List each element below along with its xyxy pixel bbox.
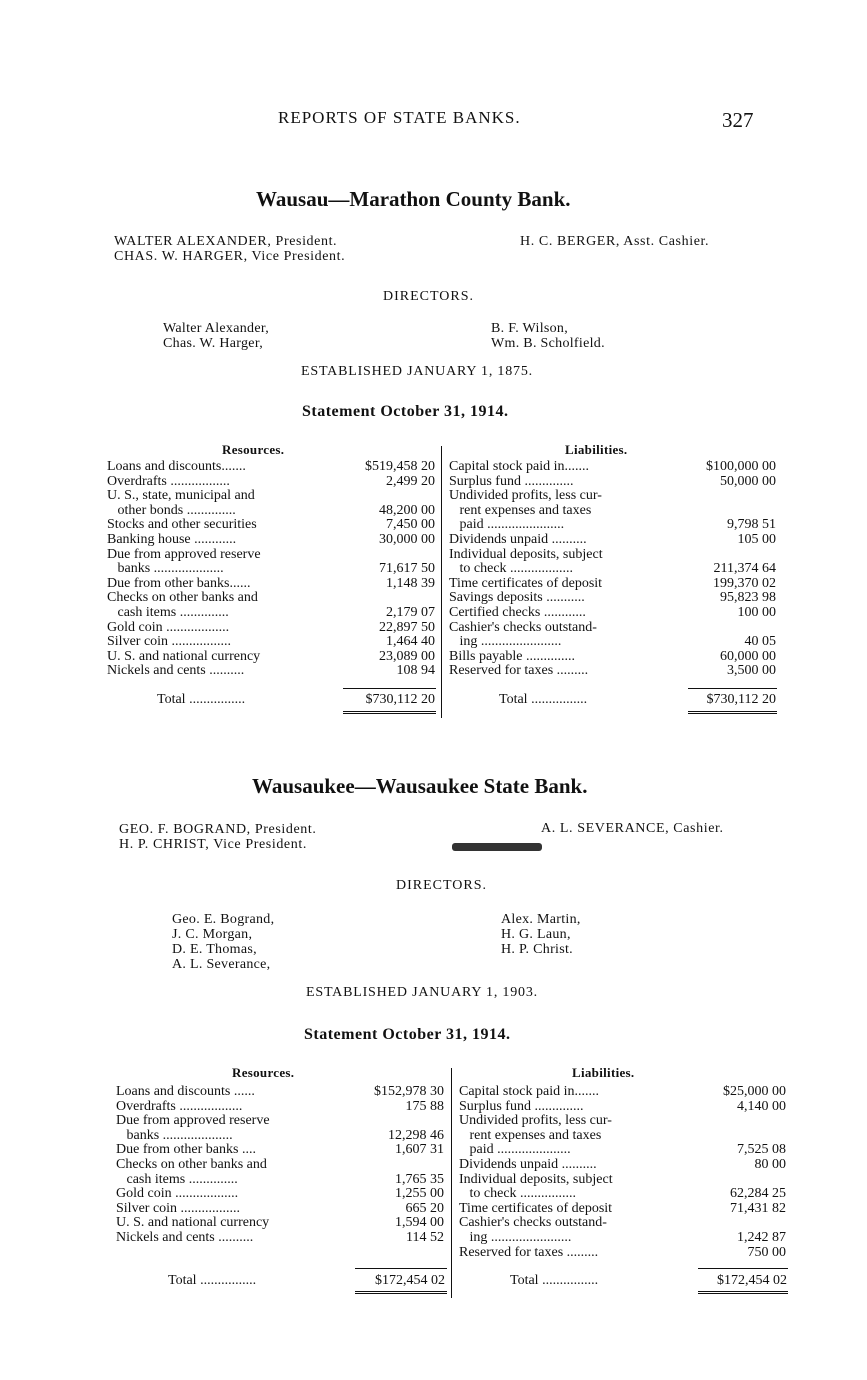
established-date: ESTABLISHED JANUARY 1, 1903.: [306, 985, 538, 1000]
ledger-value: 108 94: [396, 663, 435, 679]
ledger-label: Bills payable ..............: [449, 648, 575, 664]
ledger-row: [459, 1143, 786, 1158]
ledger-label: other bonds ..............: [107, 502, 236, 518]
ledger-row: [449, 664, 776, 679]
ledger-label: Certified checks ............: [449, 604, 586, 620]
ledger-row: [107, 591, 435, 606]
ledger-label: Due from approved reserve: [116, 1113, 270, 1129]
ledger-value: 1,594 00: [395, 1215, 444, 1231]
bank-title: Wausau—Marathon County Bank.: [256, 187, 571, 211]
officer: GEO. F. BOGRAND, President.: [119, 822, 317, 837]
ledger-label: Gold coin ..................: [116, 1186, 239, 1202]
ledger-value: 2,179 07: [386, 604, 435, 620]
ledger-label: Dividends unpaid ..........: [459, 1156, 597, 1172]
ledger-value: 4,140 00: [737, 1098, 786, 1114]
resources-table: [116, 1085, 444, 1246]
ledger-row: [449, 460, 776, 475]
ledger-label: Silver coin .................: [116, 1200, 241, 1216]
ledger-value: 7,525 08: [737, 1142, 786, 1158]
ledger-row: [107, 650, 435, 665]
ledger-row: [459, 1173, 786, 1188]
ledger-label: ing .......................: [449, 634, 562, 650]
ledger-row: [107, 577, 435, 592]
total-double-rule: [688, 711, 777, 714]
ledger-row: [107, 664, 435, 679]
liabilities-total: $172,454 02: [717, 1273, 787, 1288]
ledger-value: $519,458 20: [365, 459, 435, 474]
officer: H. C. BERGER, Asst. Cashier.: [520, 234, 710, 249]
total-rule: [355, 1268, 447, 1269]
ledger-value: 23,089 00: [379, 648, 435, 664]
liabilities-total: $730,112 20: [706, 692, 776, 707]
ink-smudge: [452, 843, 542, 851]
ledger-value: 100 00: [737, 604, 776, 620]
ledger-label: Reserved for taxes .........: [459, 1244, 599, 1260]
ledger-row: [449, 650, 776, 665]
ledger-row: [116, 1143, 444, 1158]
ledger-label: Gold coin ..................: [107, 619, 230, 635]
ledger-value: 175 88: [405, 1098, 444, 1114]
ledger-value: 665 20: [405, 1200, 444, 1216]
directors-heading: DIRECTORS.: [396, 878, 488, 893]
ledger-row: [116, 1085, 444, 1100]
officer: H. P. CHRIST, Vice President.: [119, 837, 307, 852]
ledger-row: [116, 1202, 444, 1217]
total-double-rule: [343, 711, 436, 714]
ledger-label: rent expenses and taxes: [449, 502, 592, 518]
ledger-label: Surplus fund ..............: [459, 1098, 584, 1114]
ledger-row: [459, 1114, 786, 1129]
ledger-label: Capital stock paid in.......: [459, 1084, 599, 1099]
ledger-row: [449, 621, 776, 636]
ledger-label: Individual deposits, subject: [459, 1171, 613, 1187]
resources-heading: Resources.: [232, 1065, 295, 1080]
ledger-value: 211,374 64: [713, 561, 776, 577]
ledger-value: 80 00: [754, 1156, 786, 1172]
ledger-row: [459, 1202, 786, 1217]
ledger-label: Due from approved reserve: [107, 546, 261, 562]
ledger-value: 22,897 50: [379, 619, 435, 635]
ledger-value: $152,978 30: [374, 1084, 444, 1099]
ledger-value: 9,798 51: [727, 517, 776, 533]
liabilities-table: [449, 460, 776, 679]
ledger-row: [107, 606, 435, 621]
liabilities-heading: Liabilities.: [572, 1065, 635, 1080]
ledger-row: [449, 577, 776, 592]
running-header: REPORTS OF STATE BANKS.: [278, 108, 521, 127]
ledger-value: 95,823 98: [720, 590, 776, 606]
ledger-row: [107, 533, 435, 548]
ledger-value: 199,370 02: [713, 575, 776, 591]
ledger-label: to check ..................: [449, 561, 574, 577]
ledger-label: Silver coin .................: [107, 634, 232, 650]
ledger-label: paid ......................: [449, 517, 565, 533]
resources-heading: Resources.: [222, 442, 285, 457]
director: Alex. Martin,: [501, 912, 581, 927]
ledger-value: 1,607 31: [395, 1142, 444, 1158]
ledger-label: Stocks and other securities: [107, 517, 257, 533]
ledger-value: 1,148 39: [386, 575, 435, 591]
ledger-row: [116, 1173, 444, 1188]
director: A. L. Severance,: [172, 957, 271, 972]
ledger-label: U. S., state, municipal and: [107, 488, 255, 504]
ledger-value: 114 52: [406, 1229, 444, 1245]
ledger-row: [459, 1246, 786, 1261]
ledger-label: rent expenses and taxes: [459, 1127, 602, 1143]
ledger-row: [107, 548, 435, 563]
ledger-row: [107, 489, 435, 504]
officer: A. L. SEVERANCE, Cashier.: [541, 821, 724, 836]
ledger-label: Undivided profits, less cur-: [459, 1113, 612, 1129]
director: J. C. Morgan,: [172, 927, 253, 942]
director: Walter Alexander,: [163, 321, 270, 336]
ledger-value: 71,617 50: [379, 561, 435, 577]
ledger-label: U. S. and national currency: [116, 1215, 270, 1231]
ledger-label: Individual deposits, subject: [449, 546, 603, 562]
ledger-row: [449, 548, 776, 563]
bank-title: Wausaukee—Wausaukee State Bank.: [252, 774, 588, 798]
established-date: ESTABLISHED JANUARY 1, 1875.: [301, 364, 533, 379]
director: D. E. Thomas,: [172, 942, 257, 957]
ledger-row: [459, 1129, 786, 1144]
total-rule: [688, 688, 777, 689]
ledger-value: 62,284 25: [730, 1186, 786, 1202]
director: H. P. Christ.: [501, 942, 573, 957]
ledger-row: [459, 1158, 786, 1173]
ledger-label: Nickels and cents ..........: [116, 1229, 254, 1245]
ledger-row: [459, 1187, 786, 1202]
total-rule: [343, 688, 436, 689]
ledger-row: [449, 533, 776, 548]
ledger-row: [107, 475, 435, 490]
resources-total-label: Total ................: [168, 1273, 257, 1288]
statement-heading: Statement October 31, 1914.: [302, 403, 509, 420]
total-double-rule: [698, 1291, 788, 1294]
ledger-row: [449, 635, 776, 650]
ledger-label: Loans and discounts ......: [116, 1084, 255, 1099]
officer: WALTER ALEXANDER, President.: [114, 234, 338, 249]
liabilities-heading: Liabilities.: [565, 442, 628, 457]
officer: CHAS. W. HARGER, Vice President.: [114, 249, 346, 264]
ledger-value: 12,298 46: [388, 1127, 444, 1143]
ledger-row: [116, 1114, 444, 1129]
total-double-rule: [355, 1291, 447, 1294]
ledger-value: 40 05: [744, 634, 776, 650]
ledger-label: U. S. and national currency: [107, 648, 261, 664]
ledger-label: Due from other banks ....: [116, 1142, 256, 1158]
ledger-row: [107, 635, 435, 650]
ledger-label: Nickels and cents ..........: [107, 663, 245, 679]
ledger-value: 30,000 00: [379, 531, 435, 547]
director: H. G. Laun,: [501, 927, 571, 942]
ledger-row: [116, 1231, 444, 1246]
ledger-value: 48,200 00: [379, 502, 435, 518]
ledger-value: 105 00: [737, 531, 776, 547]
ledger-row: [116, 1158, 444, 1173]
ledger-row: [107, 518, 435, 533]
ledger-row: [116, 1187, 444, 1202]
ledger-value: 1,464 40: [386, 634, 435, 650]
ledger-value: 750 00: [747, 1244, 786, 1260]
liabilities-total-label: Total ................: [510, 1273, 599, 1288]
liabilities-total-label: Total ................: [499, 692, 588, 707]
ledger-value: $100,000 00: [706, 459, 776, 474]
ledger-row: [449, 489, 776, 504]
ledger-row: [107, 460, 435, 475]
ledger-value: 2,499 20: [386, 473, 435, 489]
ledger-label: Time certificates of deposit: [459, 1200, 613, 1216]
statement-heading: Statement October 31, 1914.: [304, 1026, 511, 1043]
ledger-row: [116, 1129, 444, 1144]
director: Wm. B. Scholfield.: [491, 336, 605, 351]
ledger-row: [459, 1085, 786, 1100]
ledger-value: 60,000 00: [720, 648, 776, 664]
ledger-label: ing .......................: [459, 1229, 572, 1245]
ledger-row: [449, 591, 776, 606]
ledger-label: Undivided profits, less cur-: [449, 488, 602, 504]
ledger-value: 1,765 35: [395, 1171, 444, 1187]
ledger-value: 1,242 87: [737, 1229, 786, 1245]
resources-total: $730,112 20: [365, 692, 435, 707]
ledger-label: Capital stock paid in.......: [449, 459, 589, 474]
ledger-value: 50,000 00: [720, 473, 776, 489]
director: Geo. E. Bogrand,: [172, 912, 275, 927]
directors-heading: DIRECTORS.: [383, 289, 475, 304]
ledger-label: Cashier's checks outstand-: [459, 1215, 607, 1231]
ledger-label: Cashier's checks outstand-: [449, 619, 597, 635]
ledger-label: to check ................: [459, 1186, 577, 1202]
ledger-row: [116, 1216, 444, 1231]
director: B. F. Wilson,: [491, 321, 569, 336]
ledger-label: paid .....................: [459, 1142, 571, 1158]
ledger-label: Overdrafts .................: [107, 473, 230, 489]
ledger-row: [449, 518, 776, 533]
ledger-label: cash items ..............: [107, 604, 229, 620]
ledger-row: [107, 621, 435, 636]
ledger-label: Reserved for taxes .........: [449, 663, 589, 679]
page-number: 327: [722, 108, 754, 132]
ledger-row: [459, 1100, 786, 1115]
ledger-value: $25,000 00: [723, 1084, 786, 1099]
director: Chas. W. Harger,: [163, 336, 264, 351]
resources-table: [107, 460, 435, 679]
ledger-value: 7,450 00: [386, 517, 435, 533]
ledger-label: Due from other banks......: [107, 575, 251, 591]
ledger-row: [116, 1100, 444, 1115]
column-divider: [441, 446, 442, 718]
ledger-label: Checks on other banks and: [107, 590, 258, 606]
ledger-row: [107, 562, 435, 577]
ledger-label: Dividends unpaid ..........: [449, 531, 587, 547]
ledger-label: Loans and discounts.......: [107, 459, 246, 474]
ledger-label: Savings deposits ...........: [449, 590, 585, 606]
ledger-label: Overdrafts ..................: [116, 1098, 243, 1114]
ledger-value: 3,500 00: [727, 663, 776, 679]
resources-total-label: Total ................: [157, 692, 246, 707]
ledger-row: [107, 504, 435, 519]
ledger-row: [449, 475, 776, 490]
column-divider: [451, 1068, 452, 1298]
ledger-label: cash items ..............: [116, 1171, 238, 1187]
ledger-row: [459, 1216, 786, 1231]
ledger-value: 1,255 00: [395, 1186, 444, 1202]
ledger-label: banks ....................: [107, 561, 224, 577]
ledger-row: [449, 562, 776, 577]
ledger-row: [449, 504, 776, 519]
resources-total: $172,454 02: [375, 1273, 445, 1288]
liabilities-table: [459, 1085, 786, 1260]
total-rule: [698, 1268, 788, 1269]
ledger-label: Time certificates of deposit: [449, 575, 603, 591]
ledger-value: 71,431 82: [730, 1200, 786, 1216]
ledger-label: Checks on other banks and: [116, 1156, 267, 1172]
ledger-label: Surplus fund ..............: [449, 473, 574, 489]
ledger-label: Banking house ............: [107, 531, 237, 547]
ledger-label: banks ....................: [116, 1127, 233, 1143]
ledger-row: [459, 1231, 786, 1246]
ledger-row: [449, 606, 776, 621]
